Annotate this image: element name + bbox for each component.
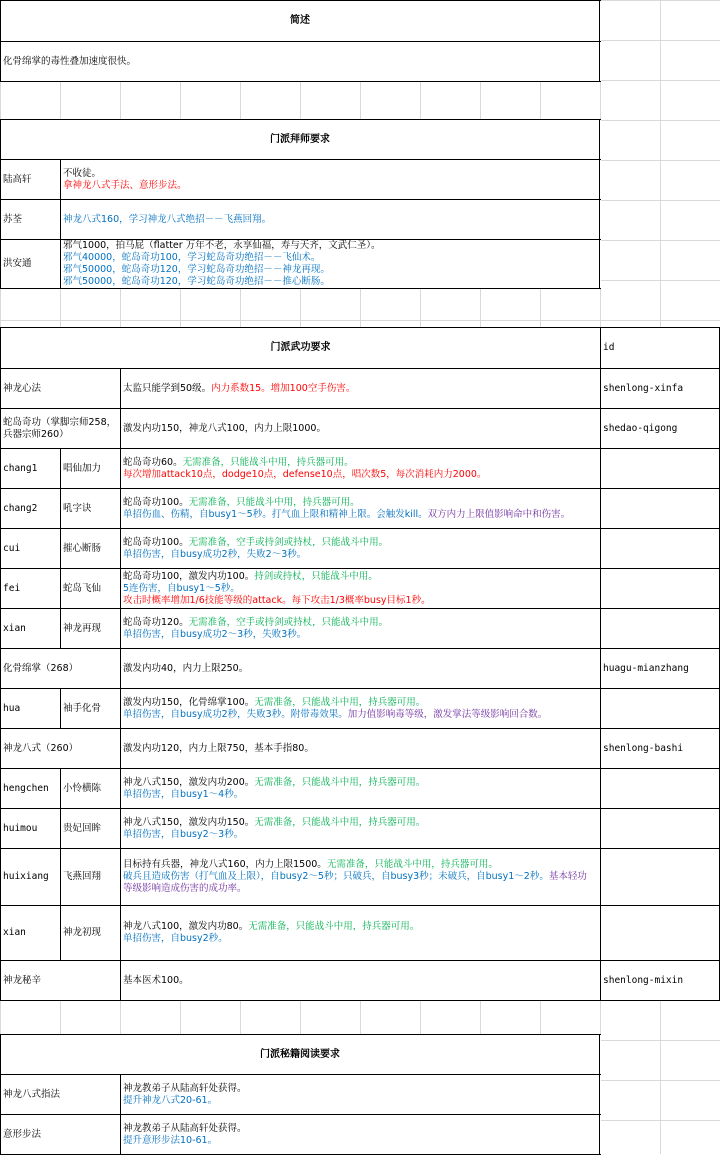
skill-row xyxy=(1,729,720,769)
skill-id: shenlong-mixin xyxy=(601,961,720,1000)
text-line xyxy=(123,663,598,675)
skill-id: shenlong-bashi xyxy=(601,729,720,768)
master-name: 陆高轩 xyxy=(1,160,61,199)
move-row xyxy=(1,529,720,569)
master-name: 苏荃 xyxy=(1,200,61,239)
master-name: 洪安通 xyxy=(1,240,61,288)
text-line xyxy=(123,883,598,895)
book-name: 神龙八式指法 xyxy=(1,1075,121,1114)
move-code: huixiang xyxy=(1,849,61,905)
text-segment: 破兵且造成伤害（打气血及上限），自busy2～5秒；只破兵，自busy3秒；未破兵，自busy1～2秒。 xyxy=(123,871,549,882)
text-segment: 基本医术100。 xyxy=(123,974,189,986)
requirement-text xyxy=(121,449,601,488)
requirement-text xyxy=(121,609,601,648)
text-segment: 单招伤害，自busy1～4秒。 xyxy=(123,788,244,800)
skill-row xyxy=(1,369,720,409)
move-row xyxy=(1,906,720,961)
skill-id xyxy=(601,906,720,960)
skill-id xyxy=(601,489,720,528)
text-segment: 蛇岛奇功100。 xyxy=(123,496,189,508)
skill-id: shenlong-xinfa xyxy=(601,369,720,408)
move-row xyxy=(1,449,720,489)
text-segment: 目标持有兵器，神龙八式160，内力上限1500。 xyxy=(123,859,327,870)
text-segment: 不收徒。 xyxy=(63,167,102,179)
skill-id: shedao-qigong xyxy=(601,409,720,448)
skill-row xyxy=(1,649,720,689)
skill-row xyxy=(1,409,720,449)
text-segment: 太监只能学到50级。 xyxy=(123,382,212,394)
text-line xyxy=(123,709,598,721)
text-segment: 邪气50000，蛇岛奇功120，学习蛇岛奇功绝招－－推心断肠。 xyxy=(63,276,330,287)
move-name: 贵妃回眸 xyxy=(61,809,121,848)
text-segment: 拿神龙八式手法、意形步法。 xyxy=(63,179,187,191)
skill-id xyxy=(601,529,720,568)
move-name: 飞燕回翔 xyxy=(61,849,121,905)
skill-id xyxy=(601,689,720,728)
id-header: id xyxy=(601,328,720,368)
move-code: xian xyxy=(1,906,61,960)
text-line xyxy=(63,180,597,192)
skill-name: 蛇岛奇功（掌脚宗师258，兵器宗师260） xyxy=(1,409,121,448)
text-segment: 激发内功120，内力上限750，基本手指80。 xyxy=(123,742,314,754)
requirement-text xyxy=(121,769,601,808)
text-line xyxy=(123,457,598,469)
move-code: chang2 xyxy=(1,489,61,528)
text-line xyxy=(123,777,598,789)
skill-id xyxy=(601,449,720,488)
text-line xyxy=(123,549,598,561)
text-line xyxy=(123,617,598,629)
text-segment: 单招伤血、伤精，自busy1～5秒。打气血上限和精神上限。会触发kill。 xyxy=(123,508,428,520)
book-row xyxy=(1,1075,601,1115)
requirement-text xyxy=(121,906,601,960)
move-row xyxy=(1,689,720,729)
text-segment: 单招伤害，自busy成功2秒，失败2～3秒。 xyxy=(123,548,307,560)
text-segment: 蛇岛奇功60。 xyxy=(123,456,183,468)
book-row xyxy=(1,1115,601,1155)
text-segment: 无需准备，只能战斗中用，持兵器可用。 xyxy=(326,859,498,870)
text-line xyxy=(63,240,597,252)
books-section xyxy=(0,1034,601,1155)
summary-title: 简述 xyxy=(1,1,600,41)
text-line xyxy=(123,871,598,883)
text-segment: 激发内功150，化骨绵掌100。 xyxy=(123,696,255,708)
move-name: 蛇岛飞仙 xyxy=(61,569,121,608)
text-segment: 内力系数15。增加100空手伤害。 xyxy=(211,382,356,394)
text-line xyxy=(123,829,598,841)
text-line xyxy=(123,859,598,871)
move-name: 吼字诀 xyxy=(61,489,121,528)
requirement-text xyxy=(121,809,601,848)
move-name: 神龙再现 xyxy=(61,609,121,648)
text-segment: 提升意形步法10-61。 xyxy=(123,1134,218,1146)
move-name: 唱仙加力 xyxy=(61,449,121,488)
text-line xyxy=(123,583,598,595)
requirement-text xyxy=(121,649,601,688)
text-segment: 持剑或持杖，只能战斗中用。 xyxy=(254,570,378,582)
martial-section xyxy=(0,327,720,1001)
text-line xyxy=(123,537,598,549)
move-row xyxy=(1,569,720,609)
martial-title: 门派武功要求 xyxy=(1,328,601,368)
text-line xyxy=(123,921,598,933)
text-segment: 无需准备，只能战斗中用，持兵器可用。 xyxy=(182,456,354,468)
text-segment: 基本轻功 xyxy=(548,871,587,882)
text-segment: 激发内功40，内力上限250。 xyxy=(123,662,249,674)
move-code: fei xyxy=(1,569,61,608)
text-segment: 神龙教弟子从陆高轩处获得。 xyxy=(123,1122,247,1134)
text-line xyxy=(63,252,597,264)
requirement-text xyxy=(121,369,601,408)
text-segment: 双方内力上限值影响命中和伤害。 xyxy=(427,508,571,520)
summary-text: 化骨绵掌的毒性叠加速度很快。 xyxy=(1,42,600,81)
requirement-text xyxy=(121,849,601,905)
text-segment: 神龙八式150，激发内功150。 xyxy=(123,816,255,828)
text-line xyxy=(123,497,598,509)
master-requirement xyxy=(61,200,600,239)
text-line xyxy=(63,264,597,276)
move-code: huimou xyxy=(1,809,61,848)
book-name: 意形步法 xyxy=(1,1115,121,1154)
text-segment: 无需准备，只能战斗中用，持兵器可用。 xyxy=(188,496,360,508)
move-name: 摧心断肠 xyxy=(61,529,121,568)
text-segment: 单招伤害，自busy成功2秒，失败3秒。附带毒效果。 xyxy=(123,708,348,720)
text-line xyxy=(63,168,597,180)
text-line xyxy=(63,276,597,288)
master-requirement xyxy=(61,160,600,199)
move-row xyxy=(1,769,720,809)
text-segment: 邪气1000，拍马屁（flatter 万年不老，永享仙福，寿与天齐，文武仁圣）。 xyxy=(63,240,381,251)
text-segment: 单招伤害，自busy成功2～3秒，失败3秒。 xyxy=(123,628,307,640)
text-line xyxy=(123,595,598,607)
master-requirement xyxy=(61,240,600,288)
text-line xyxy=(123,423,598,435)
text-line xyxy=(123,509,598,521)
requirement-text xyxy=(121,689,601,728)
text-segment: 无需准备，只能战斗中用，持兵器可用。 xyxy=(254,776,426,788)
text-line xyxy=(63,214,597,226)
text-line xyxy=(123,817,598,829)
master-row xyxy=(1,200,601,240)
text-line xyxy=(123,383,598,395)
text-line xyxy=(123,469,598,481)
text-segment: 神龙八式100，激发内功80。 xyxy=(123,921,249,932)
text-segment: 5连伤害，自busy1～5秒。 xyxy=(123,582,240,594)
text-segment: 蛇岛奇功100，激发内功100。 xyxy=(123,570,255,582)
text-line xyxy=(123,789,598,801)
move-code: chang1 xyxy=(1,449,61,488)
requirement-text xyxy=(121,569,601,608)
text-segment: 无需准备，空手或持剑或持杖，只能战斗中用。 xyxy=(188,616,389,628)
text-line xyxy=(123,743,598,755)
text-segment: 邪气40000，蛇岛奇功100，学习蛇岛奇功绝招－－飞仙术。 xyxy=(63,252,321,263)
move-row xyxy=(1,849,720,906)
move-row xyxy=(1,809,720,849)
requirement-text xyxy=(121,961,601,1000)
text-line xyxy=(123,1123,597,1135)
text-segment: 蛇岛奇功120。 xyxy=(123,616,189,628)
move-row xyxy=(1,489,720,529)
text-line xyxy=(123,975,598,987)
text-segment: 无需准备，只能战斗中用，持兵器可用。 xyxy=(254,696,426,708)
skill-id xyxy=(601,609,720,648)
requirement-text xyxy=(121,729,601,768)
master-row xyxy=(1,240,601,289)
master-row xyxy=(1,160,601,200)
book-requirement xyxy=(121,1115,600,1154)
text-segment: 神龙教弟子从陆高轩处获得。 xyxy=(123,1082,247,1094)
skill-row xyxy=(1,961,720,1001)
text-segment: 神龙八式160，学习神龙八式绝招－－飞燕回翔。 xyxy=(63,213,272,225)
text-segment: 激发内功150，神龙八式100，内力上限1000。 xyxy=(123,422,326,434)
text-line xyxy=(123,1095,597,1107)
move-name: 小怜横陈 xyxy=(61,769,121,808)
text-line xyxy=(123,571,598,583)
text-segment: 无需准备，空手或持剑或持杖，只能战斗中用。 xyxy=(188,536,389,548)
skill-id xyxy=(601,769,720,808)
text-segment: 单招伤害，自busy2秒。 xyxy=(123,933,228,944)
move-code: cui xyxy=(1,529,61,568)
text-segment: 神龙八式150，激发内功200。 xyxy=(123,776,255,788)
move-code: hua xyxy=(1,689,61,728)
skill-name: 神龙秘辛 xyxy=(1,961,121,1000)
master-section xyxy=(0,119,601,289)
requirement-text xyxy=(121,529,601,568)
move-name: 神龙初现 xyxy=(61,906,121,960)
text-line xyxy=(123,697,598,709)
book-requirement xyxy=(121,1075,600,1114)
move-name: 袖手化骨 xyxy=(61,689,121,728)
skill-name: 化骨绵掌（268） xyxy=(1,649,121,688)
move-row xyxy=(1,609,720,649)
text-segment: 无需准备，只能战斗中用，持兵器可用。 xyxy=(248,921,420,932)
skill-id xyxy=(601,849,720,905)
requirement-text xyxy=(121,489,601,528)
text-segment: 攻击时概率增加1/6技能等级的attack。每下攻击1/3概率busy目标1秒。 xyxy=(123,594,431,606)
text-line xyxy=(123,1135,597,1147)
text-segment: 无需准备，只能战斗中用，持兵器可用。 xyxy=(254,816,426,828)
skill-id xyxy=(601,569,720,608)
text-segment: 每次增加attack10点，dodge10点，defense10点，唱次数5，每次消耗内力2000。 xyxy=(123,468,487,480)
text-line xyxy=(123,933,598,945)
move-code: xian xyxy=(1,609,61,648)
skill-name: 神龙心法 xyxy=(1,369,121,408)
move-code: hengchen xyxy=(1,769,61,808)
skill-name: 神龙八式（260） xyxy=(1,729,121,768)
text-segment: 等级影响造成伤害的成功率。 xyxy=(123,883,247,894)
skill-id xyxy=(601,809,720,848)
text-line xyxy=(123,1083,597,1095)
books-title: 门派秘籍阅读要求 xyxy=(1,1035,600,1074)
requirement-text xyxy=(121,409,601,448)
skill-id: huagu-mianzhang xyxy=(601,649,720,688)
text-segment: 加力值影响毒等级，激发掌法等级影响回合数。 xyxy=(347,708,548,720)
text-segment: 提升神龙八式20-61。 xyxy=(123,1094,218,1106)
text-segment: 蛇岛奇功100。 xyxy=(123,536,189,548)
text-segment: 单招伤害，自busy2～3秒。 xyxy=(123,828,244,840)
summary-section xyxy=(0,0,601,82)
text-line xyxy=(123,629,598,641)
master-title: 门派拜师要求 xyxy=(1,120,600,159)
text-segment: 邪气50000，蛇岛奇功120，学习蛇岛奇功绝招－－神龙再现。 xyxy=(63,264,330,275)
